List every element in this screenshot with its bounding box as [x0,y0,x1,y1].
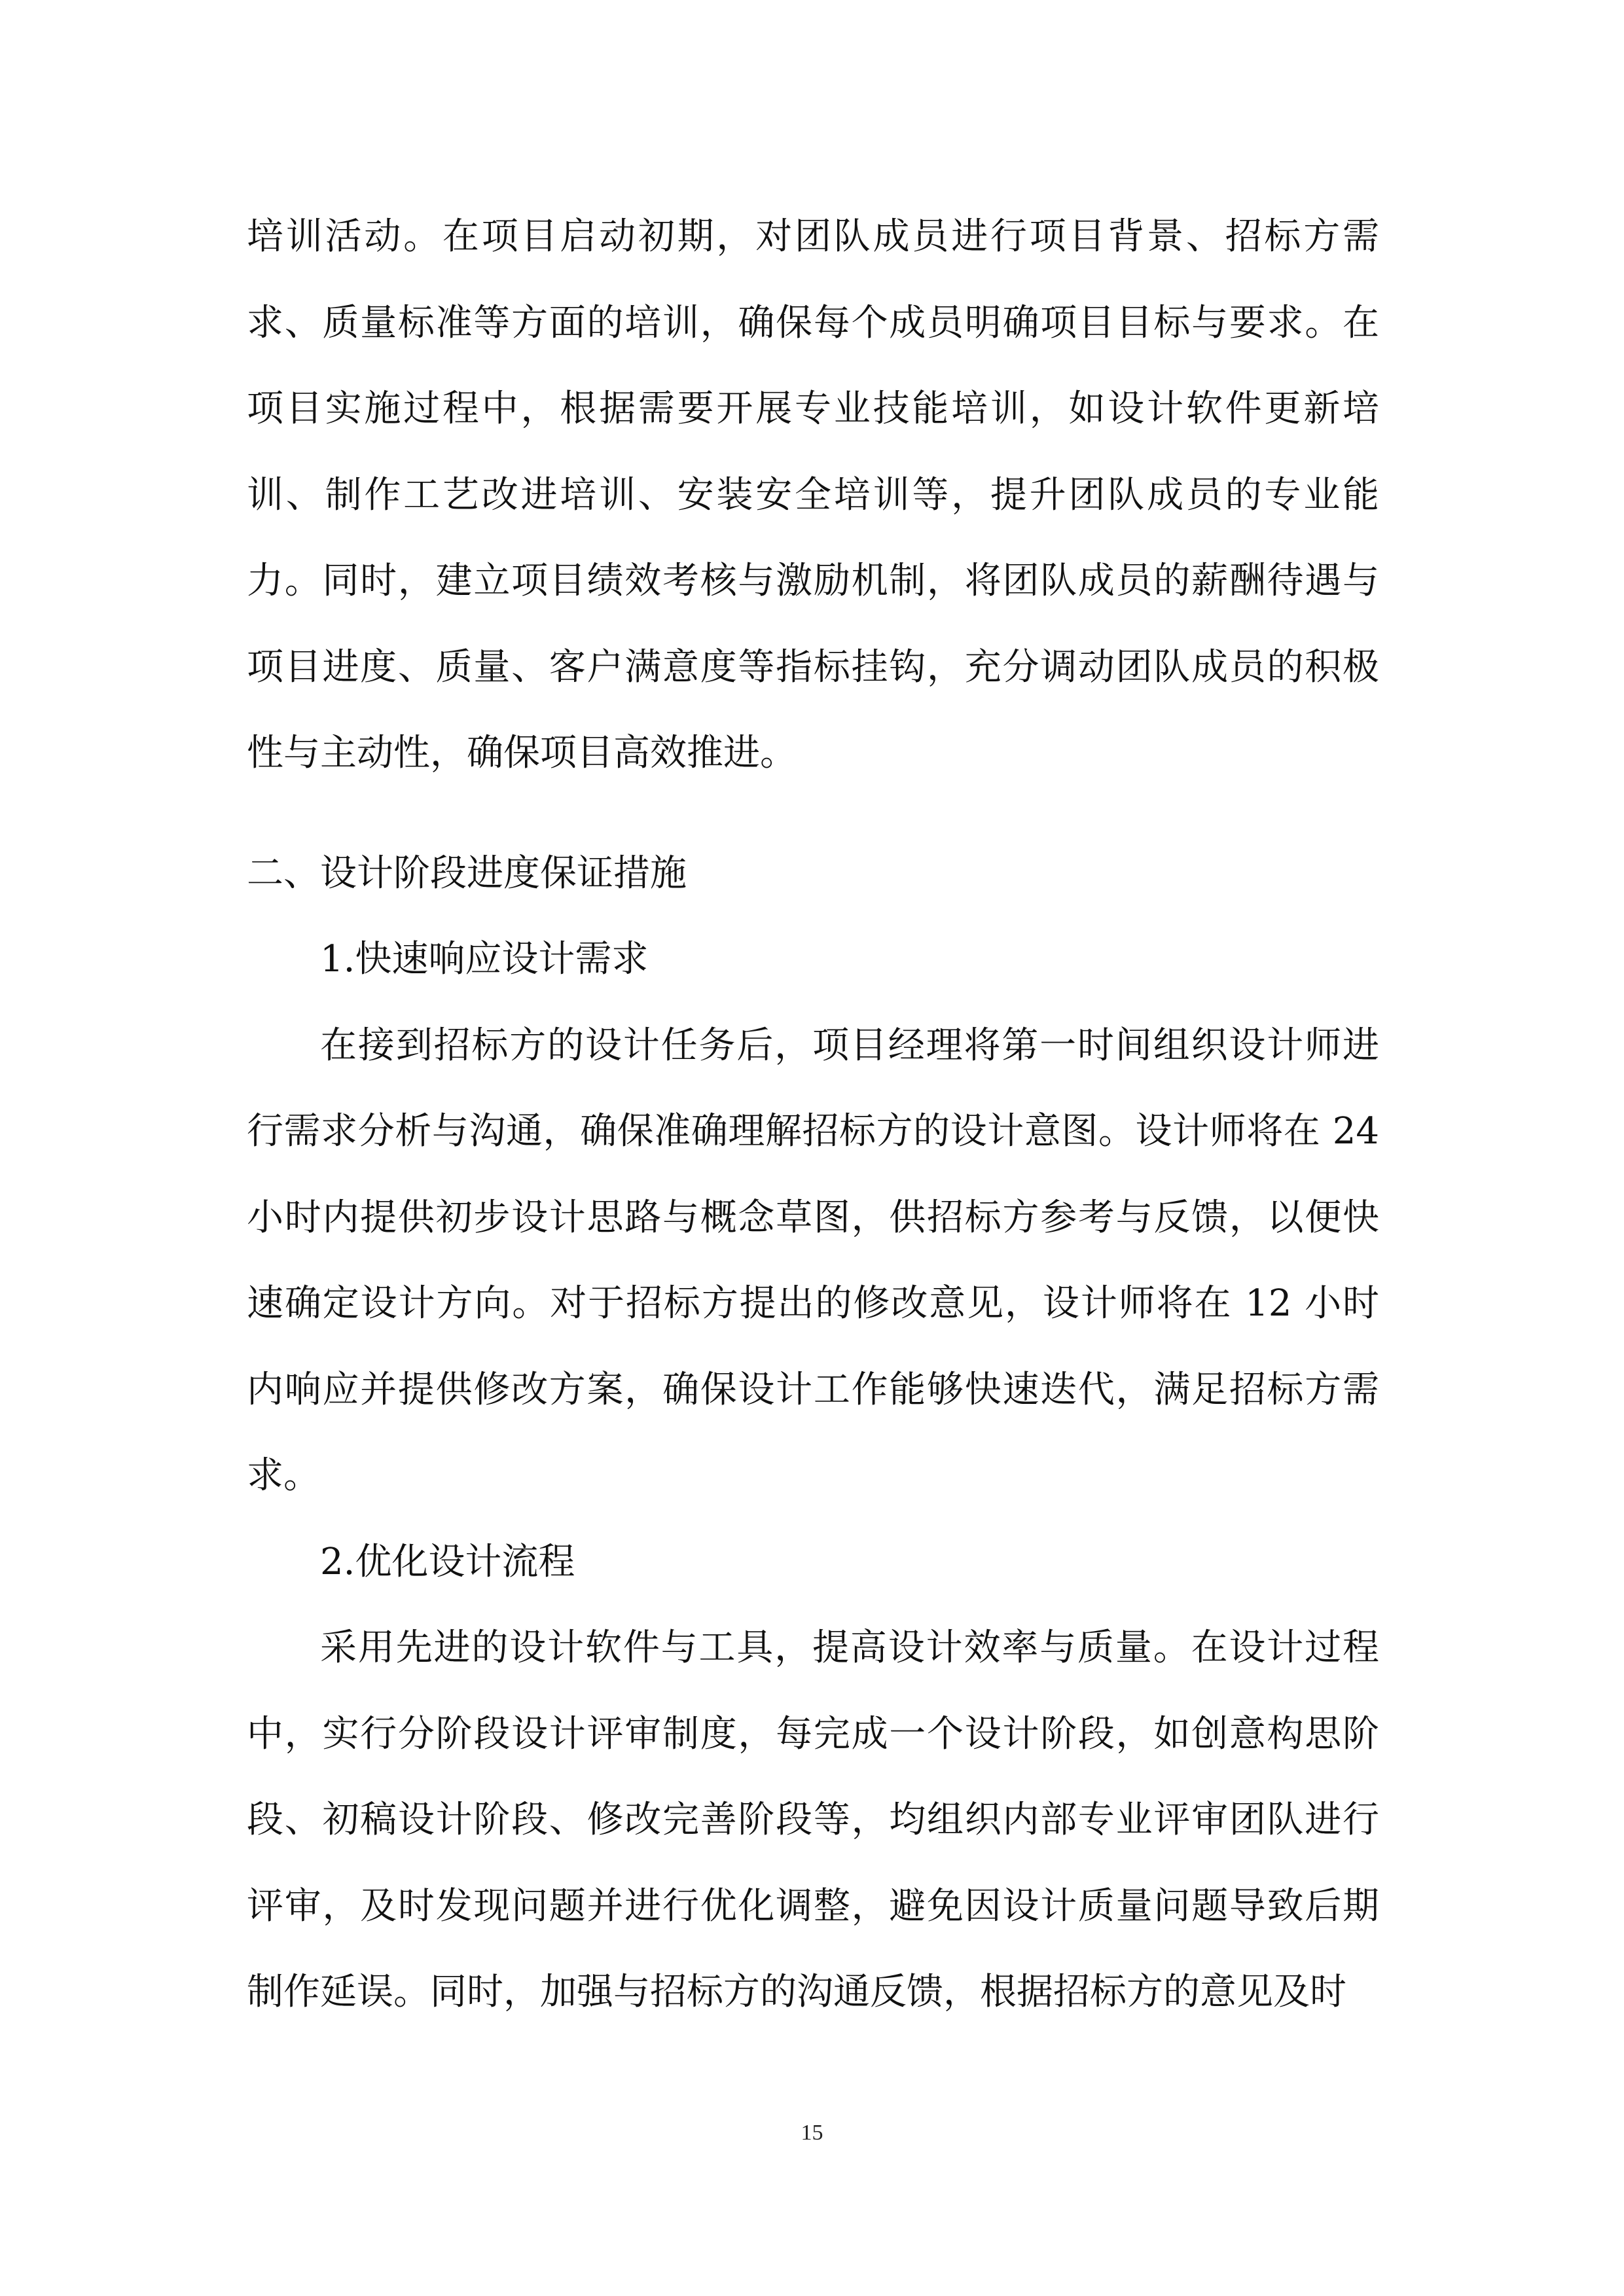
subsection-2-title: 2.优化设计流程 [320,1540,575,1583]
subsection-1-title: 1.快速响应设计需求 [320,938,649,980]
section-gap [247,797,1379,831]
subsection-2-body: 采用先进的设计软件与工具，提高设计效率与质量。在设计过程中，实行分阶段设计评审制度，每完成一个设计阶段，如创意构思阶段、初稿设计阶段、修改完善阶段等，均组织内部专业评审团队进行评审，及时发现问题并进行优化调整，避免因设计质量问题导致后期制作延误。同时，加强与招标方的沟通反馈，根据招标方的意见及时 [247,1626,1379,2013]
page-number: 15 [801,2121,823,2145]
subsection-1-body: 在接到招标方的设计任务后，项目经理将第一时间组织设计师进行需求分析与沟通，确保准确理解招标方的设计意图。设计师将在 24 小时内提供初步设计思路与概念草图，供招标方参考与反馈，以便快速确定设计方向。对于招标方提出的修改意见，设计师将在 12 小时内响应并提供修改方案，确保设计工作能够快速迭代，满足招标方需求。 [247,1024,1379,1497]
page-content [247,194,1379,2036]
section-heading: 二、设计阶段进度保证措施 [247,852,687,895]
intro-paragraph: 培训活动。在项目启动初期，对团队成员进行项目背景、招标方需求、质量标准等方面的培训，确保每个成员明确项目目标与要求。在项目实施过程中，根据需要开展专业技能培训，如设计软件更新培训、制作工艺改进培训、安装安全培训等，提升团队成员的专业能力。同时，建立项目绩效考核与激励机制，将团队成员的薪酬待遇与项目进度、质量、客户满意度等指标挂钩，充分调动团队成员的积极性与主动性，确保项目高效推进。 [247,215,1379,774]
